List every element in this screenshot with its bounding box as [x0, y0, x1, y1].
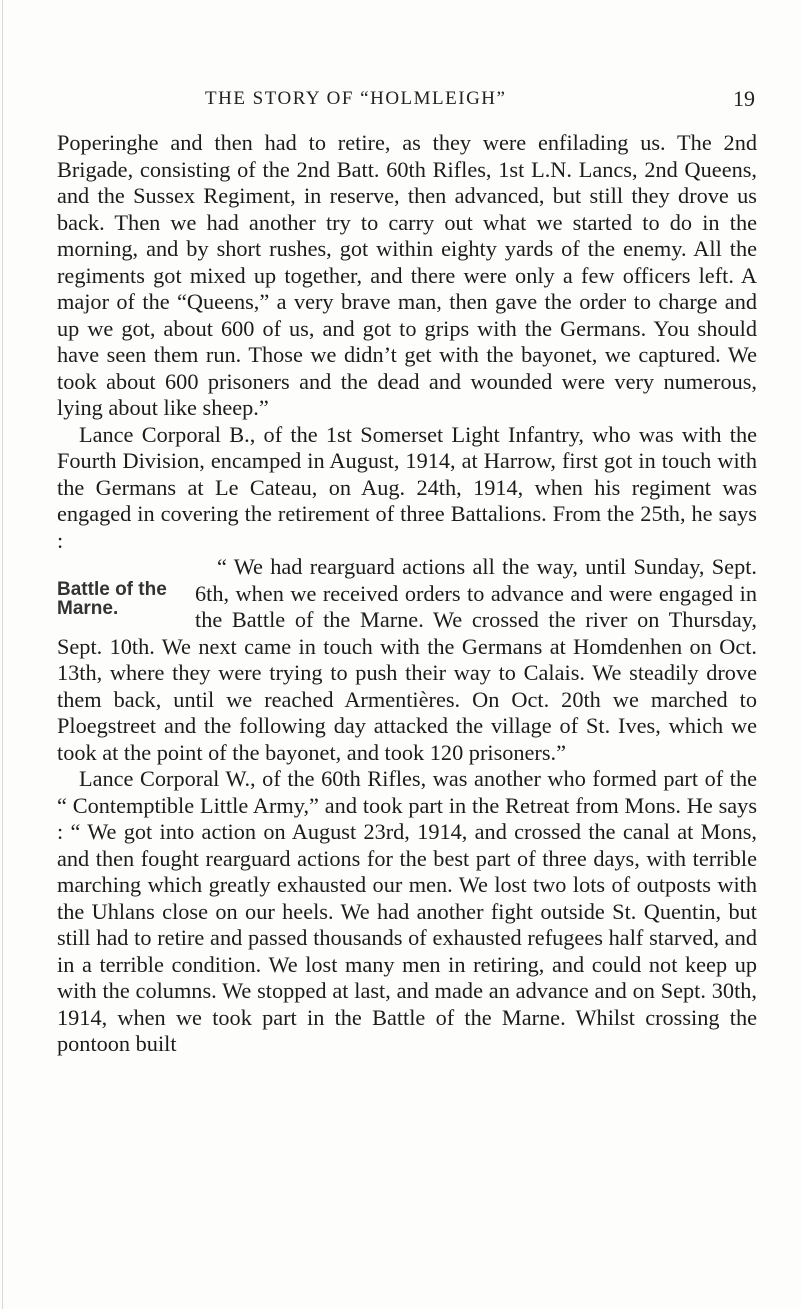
- paragraph-2-quote: “ We had rearguard actions all the way, until Sunday, Sept. 6th, when we received orders to advance and were engaged in the Battle of the Marne. We crossed the river on Thursday, Sept. 10th. We next came in touch with the Germans at Homdenhen on Oct. 13th, where they were trying to push their way to Calais. We steadily drove them back, until we reached Armentières. On Oct. 20th we marched to Ploegstreet and the following day attacked the village of St. Ives, which we took at the point of the bayonet, and took 120 prisoners.”: [57, 554, 757, 765]
- running-title: THE STORY OF “HOLMLEIGH”: [205, 88, 507, 109]
- body-text: [57, 130, 757, 1058]
- page-number: 19: [733, 86, 755, 111]
- paragraph-1: Poperinghe and then had to retire, as they were enfilading us. The 2nd Brigade, consisting of the 2nd Batt. 60th Rifles, 1st L.N. Lancs, 2nd Queens, and the Sussex Regiment, in reserve, then advanced, but still they drove us back. Then we had another try to carry out what we started to do in the morning, and by short rushes, got within eighty yards of the enemy. All the regiments got mixed up together, and there were only a few officers left. A major of the “Queens,” a very brave man, then gave the order to charge and up we got, about 600 of us, and got to grips with the Germans. You should have seen them run. Those we didn’t get with the bayonet, we captured. We took about 600 prisoners and the dead and wounded were very numerous, lying about like sheep.”: [57, 130, 757, 420]
- paragraph-2-continuation: [57, 554, 757, 766]
- page-edge: [2, 0, 3, 1309]
- paragraph-3: Lance Corporal W., of the 60th Rifles, was another who formed part of the “ Contemptible Little Army,” and took part in the Retreat from Mons. He says : “ We got into action on August 23rd, 1914, and crossed the canal at Mons, and then fought rearguard actions for the best part of three days, with terrible marching which greatly exhausted our men. We lost two lots of outposts with the Uhlans close on our heels. We had another fight outside St. Quentin, but still had to retire and passed thousands of exhausted refugees half starved, and in a terrible condition. We lost many men in retiring, and could not keep up with the columns. We stopped at last, and made an advance and on Sept. 30th, 1914, when we took part in the Battle of the Marne. Whilst crossing the pontoon built: [57, 766, 757, 1056]
- paragraph-2-intro: Lance Corporal B., of the 1st Somerset Light Infantry, who was with the Fourth Division, encamped in August, 1914, at Harrow, first got in touch with the Germans at Le Cateau, on Aug. 24th, 1914, when his regiment was engaged in covering the retirement of three Battalions. From the 25th, he says :: [57, 421, 757, 553]
- margin-sidenote: Battle of the Marne.: [57, 579, 167, 619]
